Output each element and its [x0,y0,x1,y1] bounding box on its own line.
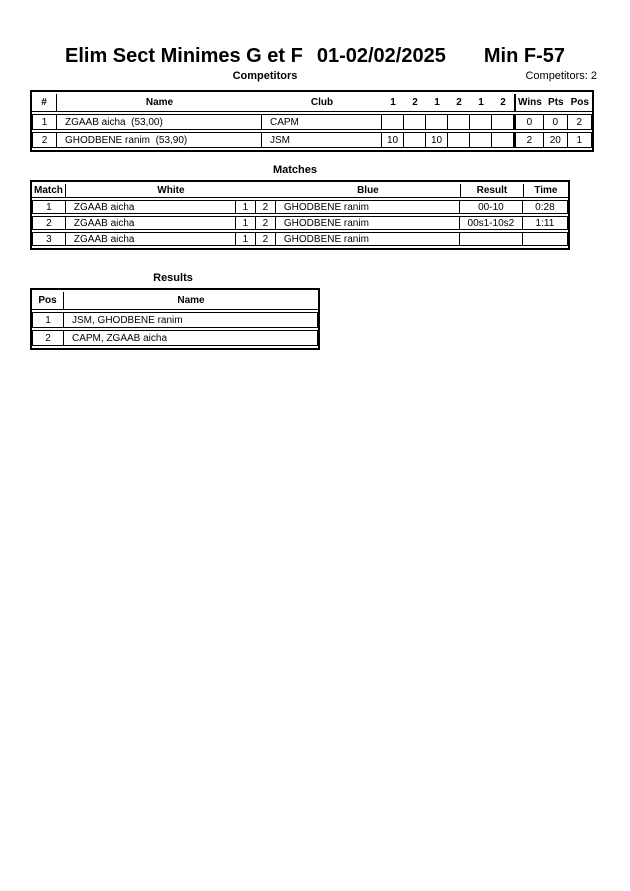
col-blue: Blue [276,184,460,198]
col-result: Result [460,184,523,198]
col-wins: Wins [514,94,544,112]
white-name: ZGAAB aicha [66,200,236,214]
competitor-num: 1 [32,114,57,130]
blue-id: 2 [256,200,276,214]
results-table [30,288,320,350]
result-cell: 00s1-10s2 [460,216,523,230]
col-score-1: 1 [382,94,404,112]
result-pos: 2 [32,330,64,346]
white-name: ZGAAB aicha [66,216,236,230]
competitor-club: CAPM [262,114,382,130]
blue-name: GHODBENE ranim [276,216,460,230]
matches-header [32,184,568,198]
score-cell [404,114,426,130]
score-cell: 10 [382,132,404,148]
blue-id: 2 [256,216,276,230]
time-cell [523,232,568,246]
pos-cell: 2 [568,114,592,130]
title-event: Elim Sect Minimes G et F [65,45,303,67]
col-pos: Pos [568,94,592,112]
col-match: Match [32,184,66,198]
competitors-header-row [0,69,630,85]
col-name: Name [64,292,318,310]
competitors-count: Competitors: 2 [525,70,597,82]
col-pos: Pos [32,292,64,310]
title-category: Min F-57 [483,45,565,67]
competitor-name: GHODBENE ranim (53,90) [57,132,262,148]
title-date: 01-02/02/2025 [316,45,446,67]
pts-cell: 20 [544,132,568,148]
white-name: ZGAAB aicha [66,232,236,246]
time-cell: 1:11 [523,216,568,230]
match-num: 3 [32,232,66,246]
score-cell [492,132,514,148]
competitor-club: JSM [262,132,382,148]
score-cell: 10 [426,132,448,148]
col-num: # [32,94,57,112]
results-section-label: Results [153,272,193,284]
table-row [32,232,568,246]
col-score-2: 2 [404,94,426,112]
table-row [32,114,592,130]
col-pts: Pts [544,94,568,112]
score-cell [492,114,514,130]
pos-cell: 1 [568,132,592,148]
col-score-6: 2 [492,94,514,112]
white-id: 1 [236,200,256,214]
score-cell [382,114,404,130]
blue-name: GHODBENE ranim [276,200,460,214]
col-score-4: 2 [448,94,470,112]
matches-section-label: Matches [272,164,318,176]
blue-id: 2 [256,232,276,246]
result-pos: 1 [32,312,64,328]
pts-cell: 0 [544,114,568,130]
table-row [32,312,318,328]
col-white: White [66,184,276,198]
blue-name: GHODBENE ranim [276,232,460,246]
time-cell: 0:28 [523,200,568,214]
competitor-name: ZGAAB aicha (53,00) [57,114,262,130]
match-num: 1 [32,200,66,214]
wins-cell: 0 [514,114,544,130]
result-cell [460,232,523,246]
result-cell: 00-10 [460,200,523,214]
white-id: 1 [236,216,256,230]
match-num: 2 [32,216,66,230]
result-name: CAPM, ZGAAB aicha [64,330,318,346]
score-cell [426,114,448,130]
result-name: JSM, GHODBENE ranim [64,312,318,328]
score-cell [448,114,470,130]
matches-table [30,180,570,250]
white-id: 1 [236,232,256,246]
table-row [32,132,592,148]
score-cell [404,132,426,148]
col-name: Name [57,94,262,112]
results-header [32,292,318,310]
competitors-section-label: Competitors [232,70,298,82]
table-row [32,216,568,230]
score-cell [470,132,492,148]
col-club: Club [262,94,382,112]
col-time: Time [523,184,568,198]
table-row [32,200,568,214]
table-row [32,330,318,346]
page-title [0,0,630,68]
competitors-table [30,90,594,152]
competitor-num: 2 [32,132,57,148]
col-score-5: 1 [470,94,492,112]
wins-cell: 2 [514,132,544,148]
score-cell [448,132,470,148]
competitors-header [32,94,592,112]
col-score-3: 1 [426,94,448,112]
score-cell [470,114,492,130]
